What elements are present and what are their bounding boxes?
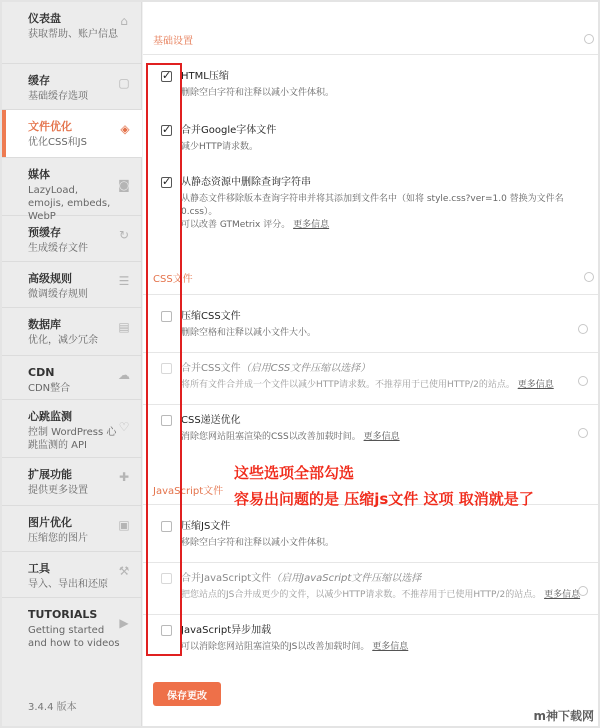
sidebar-item-sub: LazyLoad, emojis, embeds, WebP [28, 185, 111, 222]
sidebar-item-sub: 控制 WordPress 心跳监测的 API [28, 427, 117, 451]
sidebar-item-title: 预缓存 [28, 226, 61, 239]
database-icon: ▤ [118, 320, 130, 334]
sidebar-item-sub: 微调缓存规则 [28, 289, 88, 300]
sidebar-item-dashboard[interactable] [2, 2, 141, 64]
help-icon[interactable] [578, 324, 588, 334]
option-label: 从静态资源中删除查询字符串 [181, 177, 311, 188]
sidebar-item-sub: 压缩您的图片 [28, 533, 88, 544]
sidebar-item-tools[interactable] [2, 552, 141, 598]
sidebar-item-heartbeat[interactable] [2, 400, 141, 458]
option-description: 删除空白字符和注释以减小文件体积。 [181, 88, 335, 98]
option-google-fonts [161, 124, 588, 164]
option-divider [143, 352, 598, 353]
save-changes-button[interactable]: 保存更改 [153, 682, 221, 706]
sidebar-item-media[interactable] [2, 158, 141, 222]
option-css-defer [161, 414, 588, 454]
sidebar-item-title: CDN [28, 366, 55, 379]
option-description-text: 将所有文件合并成一个文件以减少HTTP请求数。不推荐用于已使用HTTP/2的站点。 [181, 380, 515, 390]
option-description [181, 589, 600, 602]
section-title-js: JavaScript文件 [153, 486, 224, 497]
sidebar-item-sub: 优化CSS和JS [28, 137, 87, 148]
section-divider [143, 294, 598, 295]
more-info-link[interactable]: 更多信息 [544, 590, 581, 600]
option-html-minify [161, 70, 588, 110]
sidebar-item-file-optimization[interactable] [2, 110, 142, 158]
section-title-css: CSS文件 [153, 274, 193, 285]
home-icon: ⌂ [120, 14, 128, 28]
sidebar [2, 2, 142, 726]
option-label-text: 合并JavaScript文件 [181, 573, 272, 584]
sidebar-item-title: 心跳监测 [28, 410, 72, 423]
video-icon: ▶ [119, 616, 129, 630]
option-css-minify [161, 310, 588, 350]
sidebar-item-title: 数据库 [28, 318, 61, 331]
sidebar-item-database[interactable] [2, 308, 141, 356]
sidebar-item-sub: Getting started and how to videos [28, 625, 120, 649]
tools-icon: ⚒ [118, 564, 130, 578]
option-description [181, 641, 600, 654]
option-divider [143, 562, 598, 563]
sidebar-item-sub: 生成缓存文件 [28, 243, 88, 254]
annotation-highlight-box [146, 63, 182, 656]
option-js-minify [161, 520, 588, 560]
option-divider [143, 404, 598, 405]
image-icon: ▣ [118, 518, 130, 532]
sidebar-item-sub: 基础缓存选项 [28, 91, 88, 102]
option-remove-query-strings [161, 176, 588, 240]
option-label-text: 合并CSS文件 [181, 363, 241, 374]
option-label-hint: （启用CSS文件压缩以选择） [240, 363, 371, 374]
watermark: m神下载网 [533, 709, 594, 723]
option-label: 压缩JS文件 [181, 521, 231, 532]
option-description-text: 从静态文件移除版本查询字符串并将其添加到文件名中（如将 style.css?ver=1.0 替换为文件名 0.css）。 [181, 194, 564, 217]
help-icon[interactable] [578, 376, 588, 386]
sidebar-item-sub: 获取帮助、账户信息 [28, 29, 118, 40]
sidebar-item-title: 工具 [28, 562, 50, 575]
sidebar-item-sub: 导入、导出和还原 [28, 579, 108, 590]
heartbeat-icon: ♡ [118, 420, 130, 434]
main-panel [143, 2, 598, 726]
list-icon: ☰ [118, 274, 130, 288]
option-label-hint: （启用JavaScript文件压缩以选择 [271, 573, 422, 584]
option-description-text-2: 可以改善 GTMetrix 评分。 [181, 220, 291, 230]
layers-icon: ◈ [120, 122, 130, 136]
option-css-combine [161, 362, 588, 402]
file-icon: ▢ [118, 76, 130, 90]
camera-icon: ◙ [118, 178, 130, 192]
help-icon[interactable] [578, 586, 588, 596]
sidebar-item-sub: 提供更多设置 [28, 485, 88, 496]
option-divider [143, 614, 598, 615]
sidebar-item-title: 缓存 [28, 74, 50, 87]
sidebar-item-advanced-rules[interactable] [2, 262, 141, 308]
option-label: CSS递送优化 [181, 415, 241, 426]
sidebar-item-title: 仪表盘 [28, 12, 61, 25]
option-label: HTML压缩 [181, 71, 229, 82]
cloud-icon: ☁ [118, 368, 130, 382]
sidebar-item-sub: 优化，减少冗余 [28, 335, 98, 346]
option-js-combine [161, 572, 588, 612]
sidebar-item-tutorials[interactable] [2, 598, 141, 654]
more-info-link[interactable]: 更多信息 [293, 220, 330, 230]
option-description-text: 可以消除您网站阻塞渲染的JS以改善加载时间。 [181, 642, 370, 652]
more-info-link[interactable]: 更多信息 [372, 642, 409, 652]
option-label: 压缩CSS文件 [181, 311, 241, 322]
annotation-text-2: 容易出问题的是 压缩js文件 这项 取消就是了 [234, 490, 534, 508]
option-description [181, 379, 600, 392]
section-help-icon[interactable] [584, 34, 594, 44]
help-icon[interactable] [578, 428, 588, 438]
annotation-text-1: 这些选项全部勾选 [234, 464, 355, 482]
version-label: 3.4.4 版本 [28, 702, 77, 713]
sidebar-item-title: 媒体 [28, 168, 50, 181]
section-divider [143, 54, 598, 55]
more-info-link[interactable]: 更多信息 [517, 380, 554, 390]
more-info-link[interactable]: 更多信息 [363, 432, 400, 442]
sidebar-item-cdn[interactable] [2, 356, 141, 400]
option-description: 删除空格和注释以减小文件大小。 [181, 328, 317, 338]
option-js-defer [161, 624, 588, 664]
option-description-text: 消除您网站阻塞渲染的CSS以改善加载时间。 [181, 432, 361, 442]
section-title-basic: 基础设置 [153, 36, 193, 47]
sidebar-item-addons[interactable] [2, 458, 141, 506]
option-label: JavaScript异步加载 [181, 625, 272, 636]
option-label: 合并Google字体文件 [181, 125, 277, 136]
sidebar-item-sub: CDN整合 [28, 383, 71, 394]
sidebar-item-title: 扩展功能 [28, 468, 72, 481]
sidebar-item-title: TUTORIALS [28, 608, 98, 621]
puzzle-icon: ✚ [118, 470, 130, 484]
option-label [181, 362, 370, 375]
option-description: 减少HTTP请求数。 [181, 142, 259, 152]
option-label [181, 572, 421, 585]
sidebar-item-title: 图片优化 [28, 516, 72, 529]
refresh-icon: ↻ [118, 228, 130, 242]
sidebar-item-title: 高级规则 [28, 272, 72, 285]
sidebar-item-title: 文件优化 [28, 120, 72, 133]
option-description: 移除空白字符和注释以减小文件体积。 [181, 538, 335, 548]
option-description [181, 431, 600, 444]
option-description-text: 把您站点的JS合并成更少的文件，以减少HTTP请求数。不推荐用于已使用HTTP/2的站点。 [181, 590, 542, 600]
sidebar-item-preload[interactable] [2, 216, 141, 262]
sidebar-item-image-optimization[interactable] [2, 506, 141, 552]
option-description [181, 193, 600, 232]
section-help-icon[interactable] [584, 272, 594, 282]
sidebar-item-cache[interactable] [2, 64, 141, 110]
